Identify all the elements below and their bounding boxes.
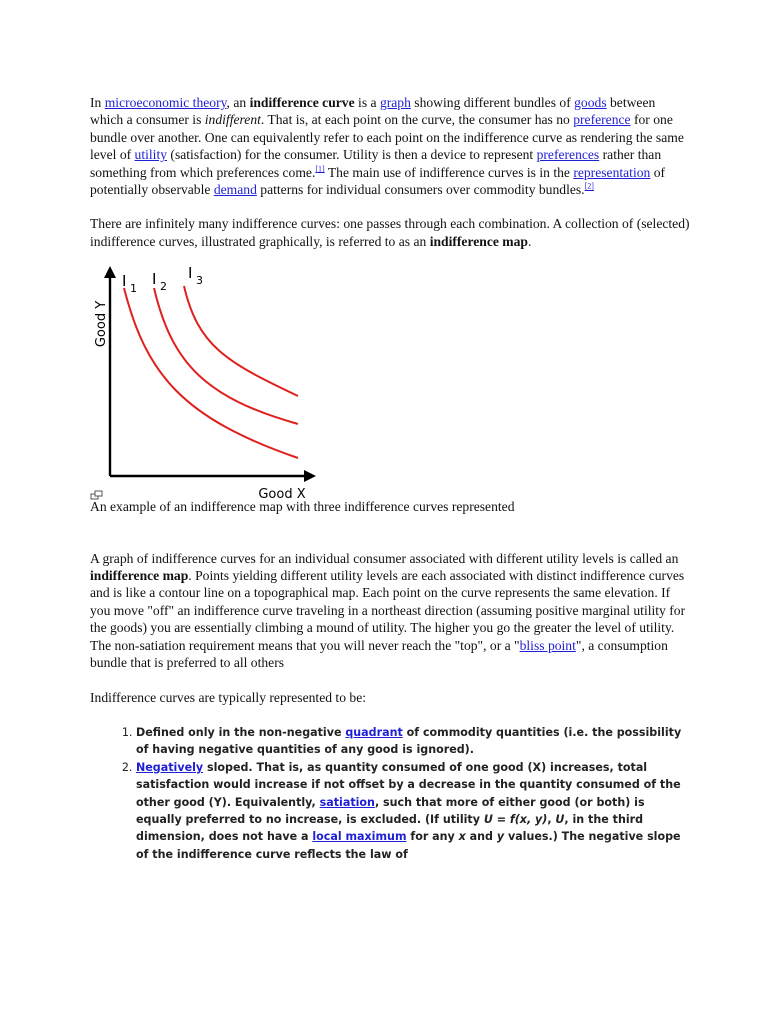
text: sloped. That is, as quantity consumed of one good (X) increases, total satisfaction would increase if not offset by a decrease in the quantity consumed of the other good (Y). Equivalently,	[136, 760, 681, 809]
term-indifference-map: indifference map	[429, 233, 528, 249]
link-utility[interactable]: utility	[134, 147, 168, 163]
link-demand[interactable]: demand	[213, 182, 257, 198]
reference-1[interactable]: [1]	[315, 164, 325, 174]
curve-label-1-sub: 1	[130, 282, 137, 296]
text: The main use of indifference curves is in the	[324, 164, 574, 180]
paragraph-infinitely-many	[90, 215, 690, 250]
term-indifferent: indifferent	[204, 112, 261, 128]
text: , an	[226, 95, 250, 110]
text: .	[528, 233, 532, 249]
text: , such that more of either good (or both) is equally preferred to no increase, is excluded. (If utility	[136, 795, 645, 826]
text: A graph of indifference curves for an individual consumer associated with different utility levels is called an	[90, 550, 679, 566]
y-axis-arrow	[104, 266, 116, 278]
text: In	[90, 95, 105, 110]
text: Defined only in the non-negative	[136, 725, 346, 739]
text: ,	[547, 812, 556, 826]
text: patterns for individual consumers over commodity bundles.	[256, 182, 585, 198]
link-bliss-point[interactable]: bliss point	[519, 637, 576, 653]
var-fxy: f(x, y)	[509, 812, 548, 826]
text: (satisfaction) for the consumer. Utility is then a device to represent	[167, 147, 537, 163]
paragraph-intro	[90, 94, 690, 198]
indifference-map-figure	[90, 264, 690, 503]
text: for any	[406, 830, 459, 844]
reference-2[interactable]: [2]	[584, 181, 594, 191]
text: . That is, at each point on the curve, the consumer has no	[260, 112, 574, 128]
enlarge-icon-glyph	[90, 490, 104, 500]
list-item	[136, 724, 690, 759]
text: ", a consumption bundle that is preferred to all others	[90, 637, 668, 671]
enlarge-icon[interactable]	[90, 490, 104, 500]
text: rather than something from which preferences come.	[90, 147, 662, 180]
var-u: U	[483, 812, 493, 826]
indifference-map-diagram	[90, 264, 330, 503]
var-x: x	[458, 830, 466, 844]
curve-label-3-letter: I	[188, 264, 193, 283]
text: of commodity quantities (i.e. the possibility of having negative quantities of any good is ignored).	[136, 725, 682, 757]
curve-label-2-sub: 2	[160, 280, 167, 294]
link-goods[interactable]: goods	[574, 95, 607, 110]
link-representation[interactable]: representation	[573, 164, 651, 180]
paragraph-typically-represented: Indifference curves are typically represented to be:	[90, 689, 367, 705]
var-u: U	[555, 812, 565, 826]
curve-label-1-letter: I	[122, 272, 127, 291]
text: , in the third dimension, does not have a	[136, 812, 644, 844]
x-axis-arrow	[304, 470, 316, 482]
link-graph[interactable]: graph	[379, 95, 411, 110]
text: between which a consumer is	[90, 95, 656, 128]
figure-caption: An example of an indifference map with three indifference curves represented	[90, 499, 515, 515]
text: and	[465, 830, 497, 844]
link-negatively[interactable]: Negatively	[136, 760, 204, 774]
link-microeconomic-theory[interactable]: microeconomic theory	[104, 95, 227, 110]
text: . Points yielding different utility levels are each associated with distinct indifference curves and is like a contour line on a topographical map. Each point on the curve represents the same elevation. If you move "off" an indifference curve traveling in a northeast direction (assuming positive marginal utility for the goods) you are essentially climbing a mound of utility. The higher you go the greater the level of utility. The non-satiation requirement means that you will never reach the "top", or a "	[90, 568, 686, 653]
link-satiation[interactable]: satiation	[319, 795, 375, 809]
y-axis-label: Good Y	[94, 301, 109, 348]
text: values.) The negative slope of the indifference curve reflects the law of	[136, 830, 681, 861]
indifference-curve-1	[124, 288, 298, 458]
x-axis-label: Good X	[258, 487, 306, 503]
text: for one bundle over another. One can equivalently refer to each point on the indifference curve as rendering the same level of	[90, 112, 684, 163]
link-local-maximum[interactable]: local maximum	[312, 830, 407, 844]
article-body	[90, 94, 690, 863]
term-indifference-curve: indifference curve	[249, 95, 355, 110]
var-y: y	[496, 830, 505, 844]
text: =	[492, 812, 510, 826]
curve-label-3-sub: 3	[196, 274, 203, 288]
text: is a	[354, 95, 380, 110]
properties-list	[90, 724, 690, 863]
text: showing different bundles of	[410, 95, 575, 110]
axes	[104, 266, 316, 482]
text: There are infinitely many indifference curves: one passes through each combination. A collection of (selected) indifference curves, illustrated graphically, is referred to as an	[90, 216, 690, 249]
indifference-curve-3	[184, 286, 298, 396]
link-quadrant[interactable]: quadrant	[345, 725, 403, 739]
term-indifference-map: indifference map	[90, 568, 189, 584]
text: of potentially observable	[90, 164, 666, 198]
link-preference[interactable]: preference	[573, 112, 631, 128]
list-item	[136, 759, 690, 863]
curve-label-2-letter: I	[152, 270, 157, 289]
paragraph-indifference-map	[90, 550, 690, 672]
link-preferences[interactable]: preferences	[536, 147, 600, 163]
